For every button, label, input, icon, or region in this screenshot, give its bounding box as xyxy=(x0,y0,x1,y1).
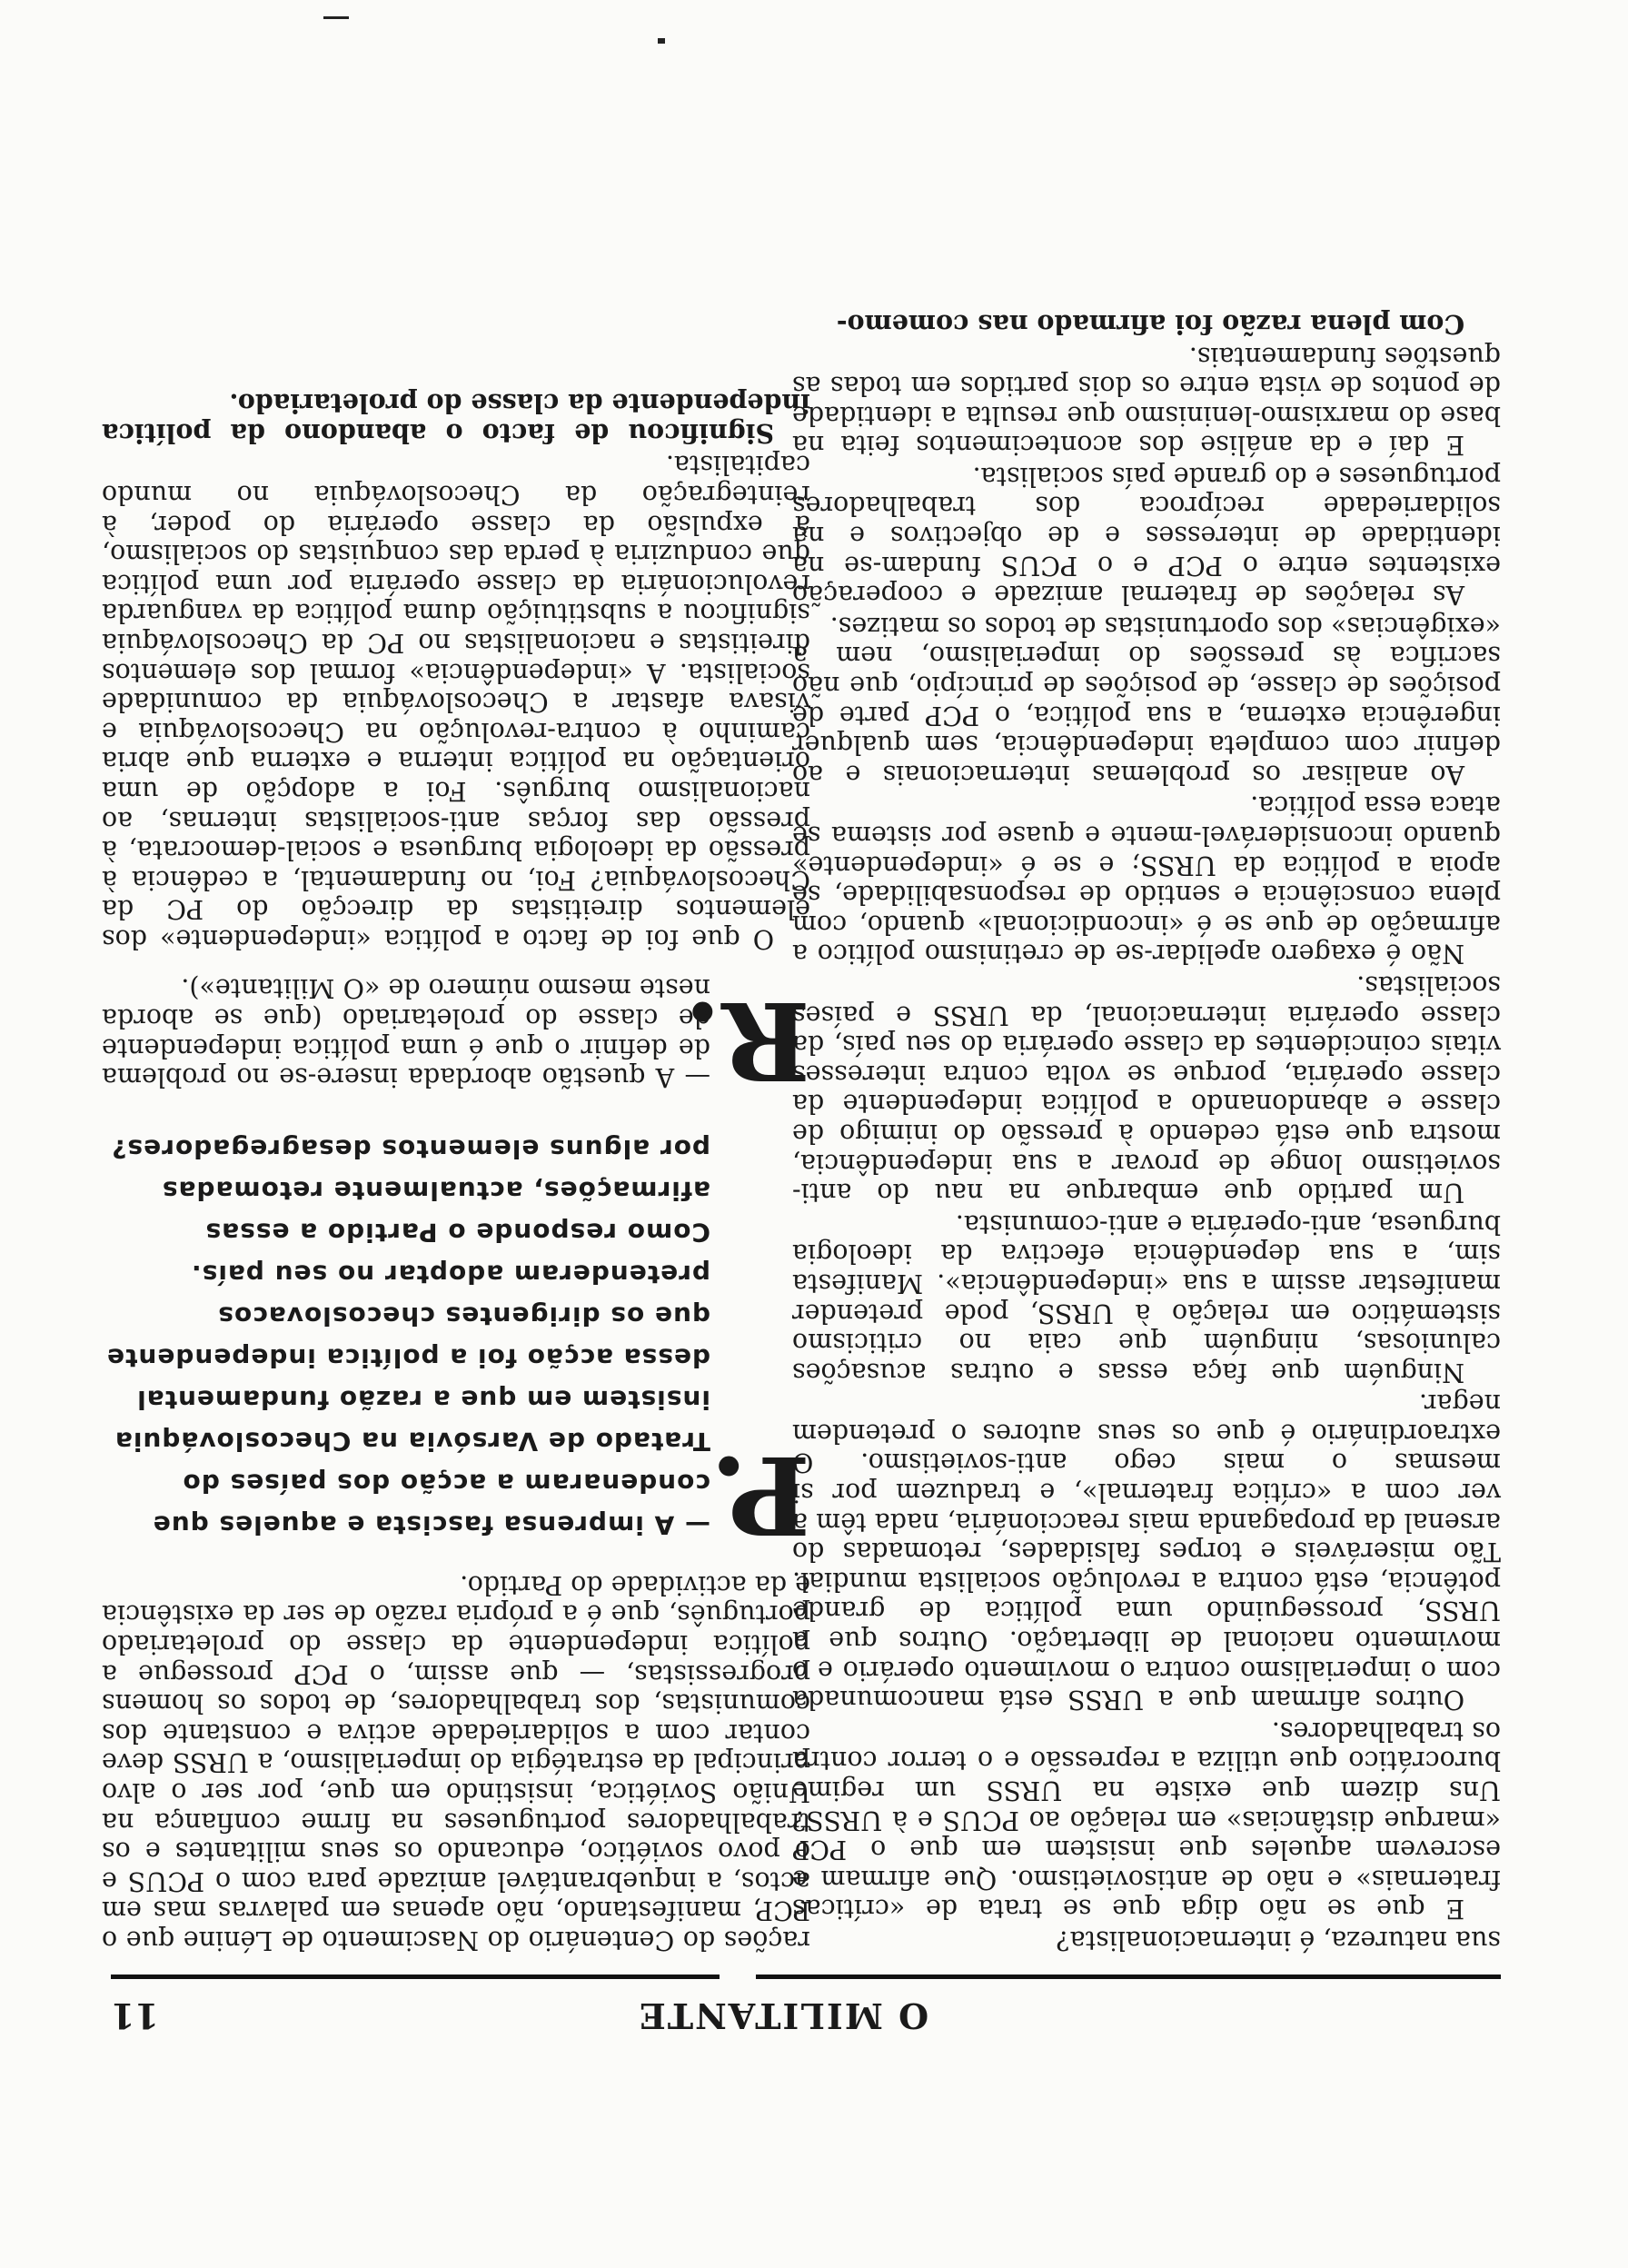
question-letter: P. xyxy=(710,1432,810,1559)
paragraph: As relações de fraternal amizade e cooperação existentes entre o PCP e o PCUS fundam-se na identidade de interesses e de objectivos e na solidariedade recíproca dos trabalhadores portugueses e do grande país socialista. xyxy=(792,461,1501,611)
paragraph: Um partido que embarque na nau do anti-sovietismo longe de provar a sua independência, mostra que está cedendo à pressão do inimigo de classe e abandonando a política independente da classe operária, porque se volta contra interesses vitais coincidentes da classe operária do seu país, da classe operária internacional, da URSS e países socialistas. xyxy=(792,970,1501,1209)
answer-block xyxy=(102,973,810,1105)
paragraph: Significou de facto o abandono da política independente da classe do proletariado. xyxy=(102,388,810,449)
page-number: 11 xyxy=(111,1995,159,2036)
paragraph: Ao analisar os problemas internacionais e ao definir com completa independência, sem qualquer ingerência externa, a sua política, o PCP parte de posições de classe, de posições de princípio, que não sacrifica às pressões do imperialismo, nem a «exigências» dos oportunistas de todos os matizes. xyxy=(792,611,1501,790)
scan-speck xyxy=(323,16,349,19)
paragraph: E daí e da análise dos acontecimentos feita na base do marxismo-leninismo que resulta a identidade de pontos de vista entre os dois partidos em todas as questões fundamentais. xyxy=(792,341,1501,461)
scan-speck xyxy=(658,38,665,44)
page-header xyxy=(111,1982,1501,2036)
paragraph: Com plena razão foi afirmado nas comemo- xyxy=(836,308,1465,340)
header-rule-left xyxy=(756,1975,1501,1979)
paragraph: O que foi de facto a política «independente» dos elementos direitistas da direcção do PC da Checoslováquia? Foi, no fundamental, a cedência à pressão da ideologia burguesa e social-democrata, à pressão das forças anti-socialistas internas, ao nacionalismo burguês. Foi a adopção de uma orientação na política interna e externa que abria caminho à contra-revolução na Checoslováquia e visava afastar a Checoslováquia da comunidade socialista. A «independência» formal dos elementos direitistas e nacionalistas no PC da Checoslováquia significou a substituição duma política da vanguarda revolucionária da classe operária por uma política que conduziria à perda das conquistas do socialismo, à expulsão da classe operária do poder, à reintegração da Checoslováquia no mundo capitalista. xyxy=(102,450,810,954)
paragraph: E que se não diga que se trata de «críticas fraternais» e não de antisovietismo. Que afirmam e escrevem aqueles que insistem em que o PCP «marque distâncias» em relação ao PCUS e à URSS? Uns dizem que existe na URSS um regime burocrático que utiliza a repressão e o terror contra os trabalhadores. xyxy=(792,1716,1501,1925)
question-block xyxy=(102,1128,810,1559)
paragraph: Ninguém que faça essas e outras acusações caluniosas, ninguém que caia no criticismo sistemático em relação à URSS, pode pretender manifestar assim a sua «independência». Manifesta sim, a sua dependência efectiva da ideologia burguesa, anti-operária e anti-comunista. xyxy=(792,1209,1501,1388)
question-text: — A imprensa fascista e aqueles que condenaram a acção dos países do Tratado de Varsóvia na Checoslováquia insistem em que a razão fundamental dessa acção foi a política independente que os dirigentes checoslovacos pretenderam adoptar no seu país. Como responde o Partido a essas afirmações, actualmente retomadas por alguns elementos desagregadores? xyxy=(106,1134,710,1541)
magazine-title: O MILITANTE xyxy=(637,1995,929,2036)
paragraph: sua natureza, é internacionalista? xyxy=(1056,1925,1501,1955)
paragraph: Outros afirmam que a URSS está mancomunada com o imperialismo contra o movimento operário e o movimento nacional de libertação. Outros que a URSS, prosseguindo uma política de grande potência, está contra a revolução socialista mundial. Tão miseráveis e torpes falsidades, retomadas do arsenal da propaganda mais reaccionária, nada têm a ver com a «crítica fraternal», e traduzem por si mesmas o mais cego anti-sovietismo. O extraordinário é que os seus autores o pretendem negar. xyxy=(792,1388,1501,1716)
right-column xyxy=(102,389,810,1955)
answer-letter: R. xyxy=(683,978,810,1105)
left-column xyxy=(792,309,1501,1955)
paragraph: rações do Centenário do Nascimento de Lénine que o PCP, manifestando, não apenas em palavras mas em actos, a inquebrantável amizade para com o PCUS e o povo soviético, educando os seus militantes e os trabalhadores portugueses na firme confiança na União Soviética, insistindo em que, por ser o alvo principal da estratégia do imperialismo, a URSS deve contar com a solidariedade activa e constante dos comunistas, dos trabalhadores, de todos os homens progressistas, — que assim, o PCP prossegue a política independente da classe do proletariado português, que é a própria razão de ser da existência e da actividade do Partido. xyxy=(102,1569,810,1955)
header-rule-right xyxy=(111,1975,720,1979)
paragraph: Não é exagero apelidar-se de cretinismo político a afirmação de que se é «incondicional» quando, com plena consciência e sentido de responsabilidade, se apoia a política da URSS; e se é «independente» quando inconsiderável-mente e quase por sistema se ataca essa política. xyxy=(792,791,1501,970)
answer-text: — A questão abordada insere-se no problema de definir o que é uma política independente de classe do proletariado (que se aborda neste mesmo número de «O Militante»). xyxy=(102,973,710,1093)
